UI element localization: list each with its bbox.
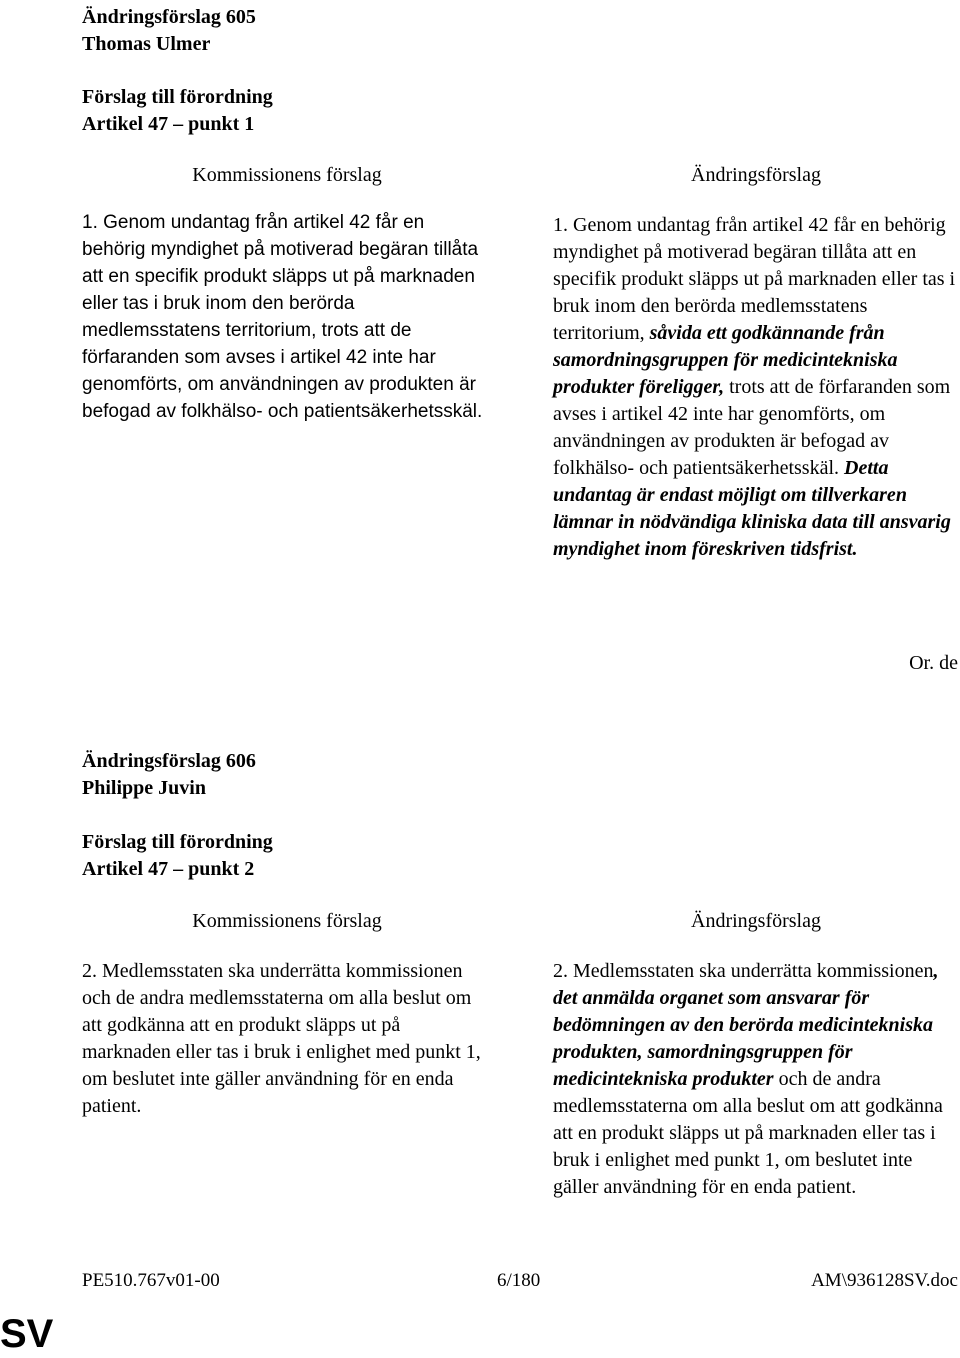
footer-language-code: SV (0, 1312, 54, 1356)
amendment-606-author: Philippe Juvin (82, 777, 206, 799)
footer-page-number: 6/180 (497, 1270, 541, 1291)
amendment-605-author: Thomas Ulmer (82, 33, 211, 55)
commission-proposal-header: Kommissionens förslag (192, 164, 382, 186)
amendment-605-article: Artikel 47 – punkt 1 (82, 113, 255, 135)
original-language: Or. de (909, 652, 958, 674)
amendment-header: Ändringsförslag (691, 164, 821, 186)
amendment-text-inserted: , det anmälda organet som ansvarar för bedömningen av den berörda medicintekniska produkten, samordningsgruppen för medicintekniska produkter (553, 960, 939, 1090)
commission-text-605 (82, 209, 487, 425)
footer-doc-ref: PE510.767v01-00 (82, 1270, 220, 1291)
amendment-text-plain: 2. Medlemsstaten ska underrätta kommissionen (553, 960, 934, 982)
amendment-paragraph (553, 958, 958, 1201)
amendment-text-plain: och de andra medlemsstaterna om alla beslut om att godkänna att en produkt släpps ut på marknaden eller tas i bruk i enlighet med punkt 1, om beslutet inte gäller användning för en enda patient. (553, 1068, 943, 1198)
amendment-text-plain: 1. Genom undantag från artikel 42 får en behörig myndighet på motiverad begäran tillåta att en specifik produkt släpps ut på marknaden eller tas i bruk inom den berörda medlemsstatens territorium, (553, 214, 956, 344)
amendment-text-606 (553, 958, 958, 1201)
amendment-text-605 (553, 212, 958, 563)
amendment-606-title: Ändringsförslag 606 (82, 750, 256, 772)
commission-proposal-header: Kommissionens förslag (192, 910, 382, 932)
amendment-header: Ändringsförslag (691, 910, 821, 932)
amendment-text-inserted: Detta undantag är endast möjligt om tillverkaren lämnar in nödvändiga kliniska data till ansvarig myndighet inom föreskriven tidsfrist. (553, 457, 951, 560)
amendment-605-proposal-type: Förslag till förordning (82, 86, 273, 108)
amendment-606-proposal-type: Förslag till förordning (82, 831, 273, 853)
amendment-text-inserted: såvida ett godkännande från samordningsgruppen för medicintekniska produkter föreligger, (553, 322, 898, 398)
amendment-606-article: Artikel 47 – punkt 2 (82, 858, 255, 880)
amendment-605-title: Ändringsförslag 605 (82, 6, 256, 28)
footer-file-ref: AM\936128SV.doc (811, 1270, 958, 1291)
amendment-text-plain: trots att de förfaranden som avses i artikel 42 inte har genomförts, om användningen av produkten är befogad av folkhälso- och patientsäkerhetsskäl. (553, 376, 951, 479)
commission-paragraph: 1. Genom undantag från artikel 42 får en behörig myndighet på motiverad begäran tillåta att en specifik produkt släpps ut på marknaden eller tas i bruk inom den berörda medlemsstatens territorium, trots att de förfaranden som avses i artikel 42 inte har genomförts, om användningen av produkten är befogad av folkhälso- och patientsäkerhetsskäl. (82, 212, 483, 422)
commission-paragraph: 2. Medlemsstaten ska underrätta kommissionen och de andra medlemsstaterna om alla beslut om att godkänna att en produkt släpps ut på marknaden eller tas i bruk i enlighet med punkt 1, om beslutet inte gäller användning för en enda patient. (82, 960, 481, 1117)
commission-text-606 (82, 958, 492, 1120)
amendment-paragraph (553, 212, 958, 563)
